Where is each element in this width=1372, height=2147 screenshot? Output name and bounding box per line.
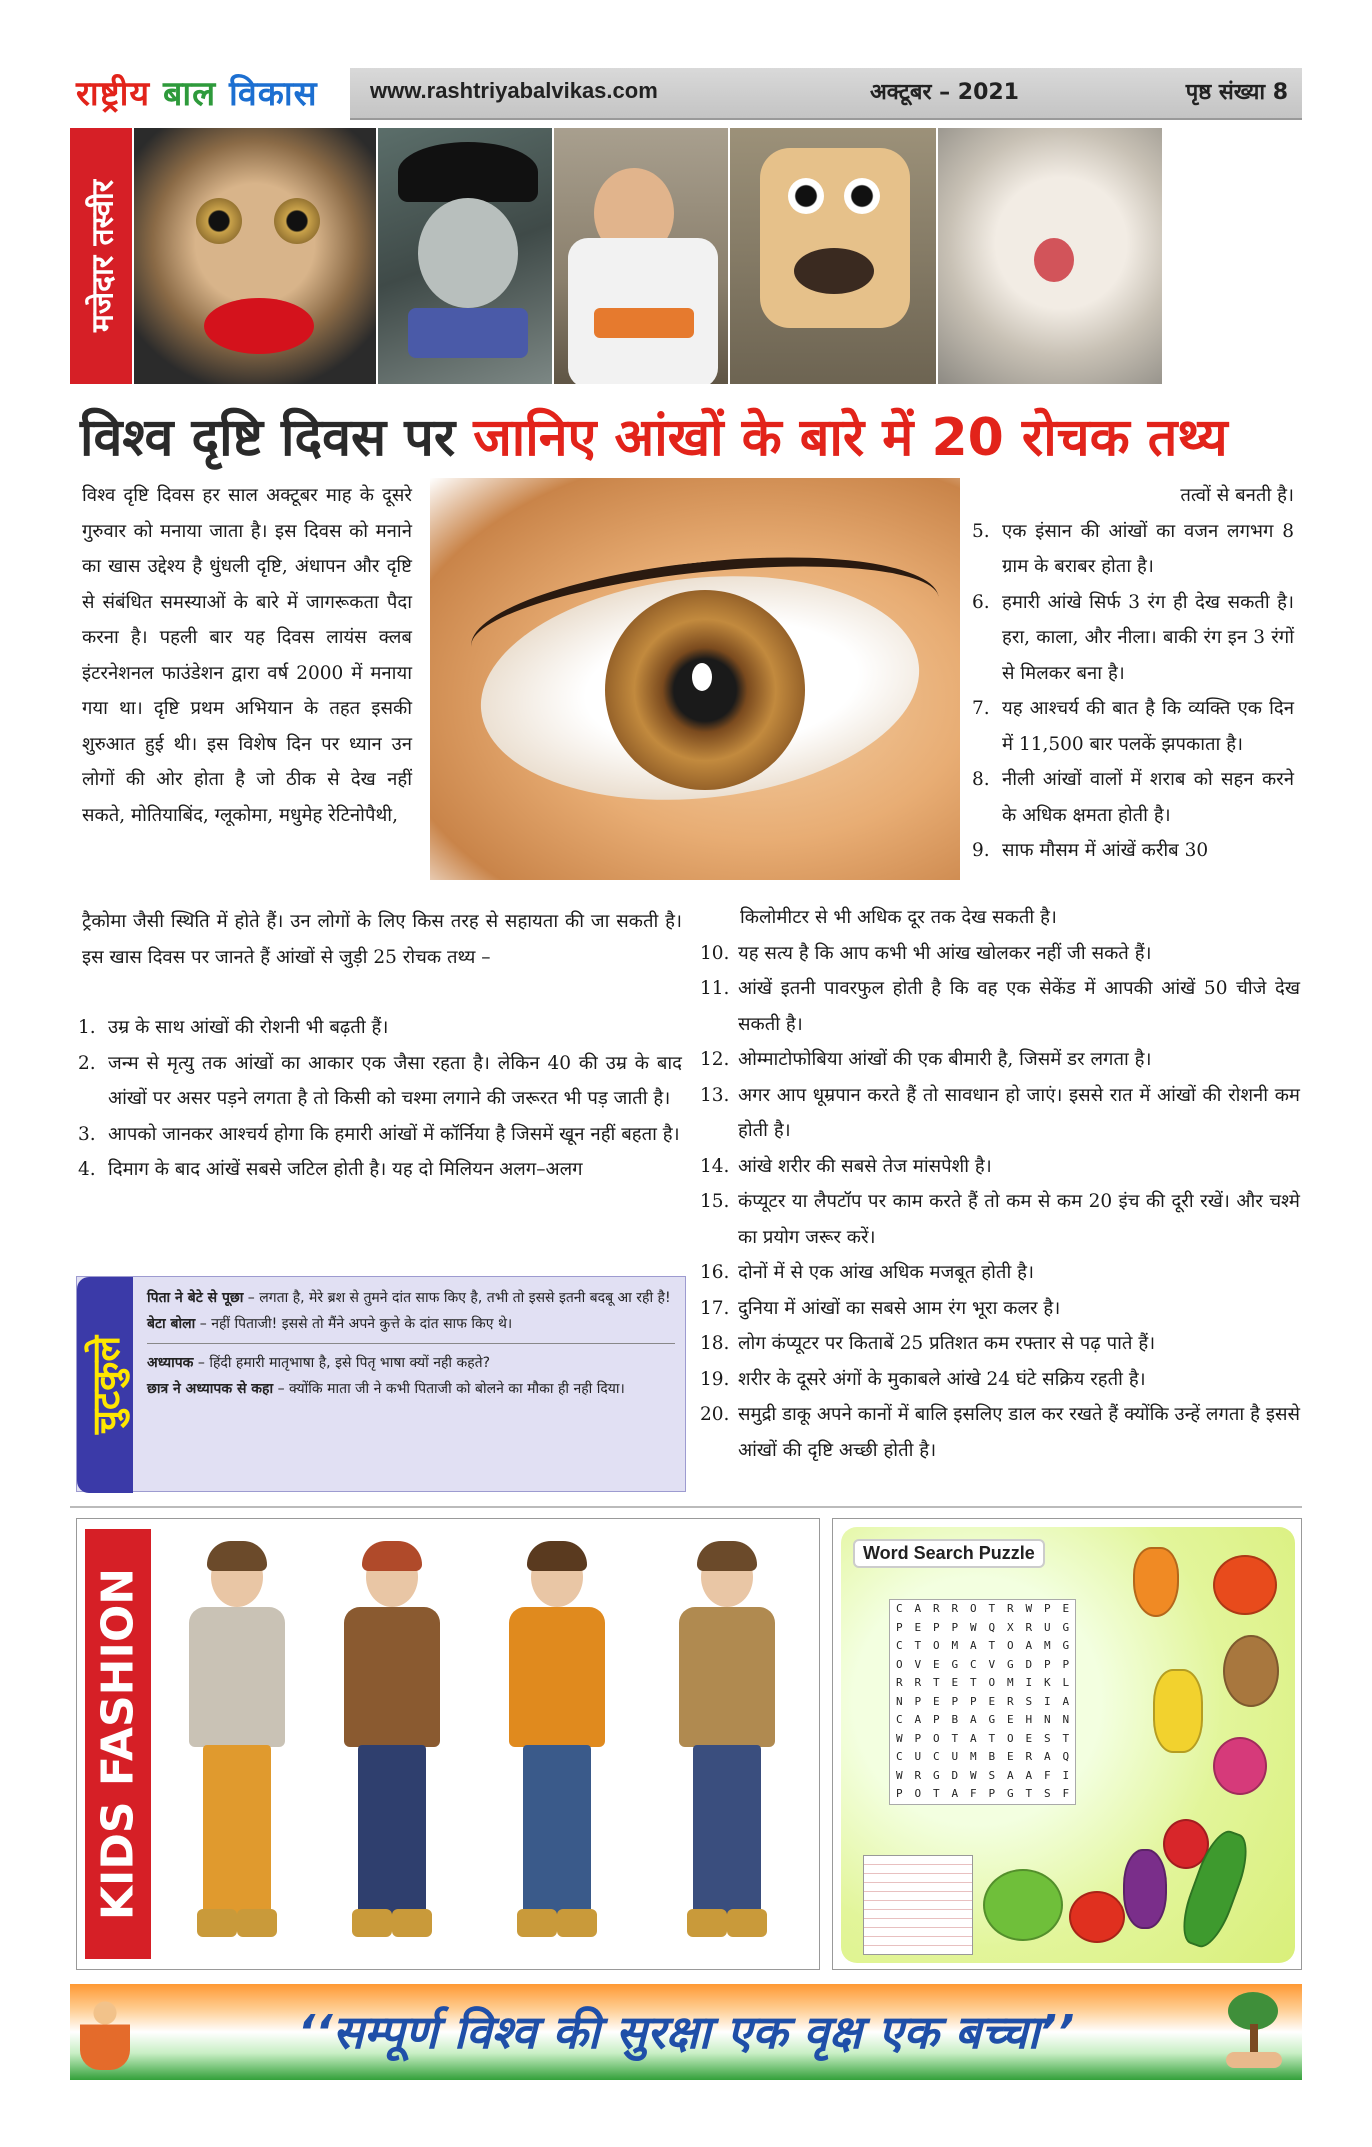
grid-cell: P [951,1694,959,1708]
grid-cell: G [1006,1787,1014,1800]
issue-date: अक्टूबर – 2021 [870,80,1019,105]
grid-cell: R [1025,1620,1033,1634]
kid-model-3 [497,1537,617,1957]
yawning-cat-photo [936,128,1162,384]
headline-part-1: विश्व दृष्टि दिवस पर [80,408,474,468]
grid-cell: A [914,1602,922,1615]
fact-4-continued: तत्वों से बनती है। [1180,485,1294,506]
grid-cell: R [895,1676,903,1689]
fact-item: 16. दोनों में से एक आंख अधिक मजबूत होती है। [700,1262,1034,1283]
grid-cell: E [932,1694,940,1708]
grid-cell: W [895,1768,903,1782]
eye-closeup-image [430,478,960,880]
grid-cell: E [932,1657,940,1671]
grid-cell: P [1043,1602,1051,1615]
bread-dog-photo [728,128,936,384]
grid-cell: U [914,1750,922,1763]
grid-cell: R [1025,1750,1033,1763]
grid-cell: E [1006,1713,1014,1726]
word-search-panel [832,1518,1302,1970]
grid-cell: G [1062,1639,1070,1652]
masthead-logo [70,68,350,120]
article-intro-continued: ट्रैकोमा जैसी स्थिति में होते हैं। उन लोगों के लिए किस तरह से सहायता की जा सकती है। इस खास दिवस पर जानते हैं आंखों से जुड़ी 25 रोचक तथ्य – [82,911,682,968]
grid-cell: N [1043,1713,1051,1726]
pirate-cat-photo [376,128,552,384]
grid-cell: A [1006,1768,1014,1782]
grid-cell: S [1025,1694,1033,1708]
fact-item: 19. शरीर के दूसरे अंगों के मुकाबले आंखे 24 घंटे सक्रिय रहती है। [700,1368,1146,1390]
grid-row [890,1711,1075,1730]
grid-cell: P [895,1620,903,1634]
grid-cell: C [895,1713,903,1726]
strip-label: मजेदार तस्वीर [70,128,132,384]
grid-cell: E [914,1620,922,1634]
kid-model-1 [177,1537,297,1957]
grid-cell: T [988,1731,996,1745]
grid-cell: P [932,1620,940,1634]
grid-cell: P [895,1787,903,1800]
grid-cell: P [914,1731,922,1745]
grid-cell: T [1025,1787,1033,1800]
joke-2-question: अध्यापक – हिंदी हमारी मातृभाषा है, इसे पितृ भाषा क्यों नही कहते? [147,1355,491,1371]
grid-row [890,1674,1075,1693]
grid-cell: C [895,1639,903,1652]
grid-cell: Q [1062,1750,1070,1763]
grid-cell: T [914,1639,922,1652]
grid-cell: C [895,1602,903,1615]
fact-9-continued: किलोमीटर से भी अधिक दूर तक देख सकती है। [740,907,1057,928]
fact-item: 4. दिमाग के बाद आंखें सबसे जटिल होती है। यह दो मिलियन अलग–अलग [78,1159,583,1180]
grid-cell: P [932,1713,940,1726]
fact-item: 1. उम्र के साथ आंखों की रोशनी भी बढ़ती हैं। [78,1017,389,1038]
grid-cell: I [1043,1694,1051,1708]
grid-cell: A [951,1787,959,1800]
grid-cell: O [895,1657,903,1671]
grid-cell: R [932,1602,940,1615]
grid-cell: A [914,1713,922,1726]
grid-cell: Q [988,1620,996,1634]
grid-row [890,1767,1075,1786]
grid-cell: S [988,1768,996,1782]
grid-cell: T [951,1731,959,1745]
grid-cell: S [1043,1731,1051,1745]
fact-item: 18. लोग कंप्यूटर पर किताबें 25 प्रतिशत कम रफ्तार से पढ़ पाते हैं। [700,1333,1156,1354]
fact-item: 9. साफ मौसम में आंखें करीब 30 [972,840,1209,861]
facts-list-left [78,1010,682,1188]
grid-cell: C [932,1750,940,1763]
kids-fashion-label: KIDS FASHION [85,1529,151,1959]
funny-photos-strip [70,128,1302,384]
jokes-box [76,1276,686,1492]
logo-part-2: बाल [162,74,230,114]
grid-cell: I [1025,1676,1033,1689]
grid-cell: W [969,1768,977,1782]
fact-item: 10. यह सत्य है कि आप कभी भी आंख खोलकर नहीं जी सकते हैं। [700,942,1152,964]
grid-cell: A [969,1639,977,1652]
grid-cell: O [932,1731,940,1745]
puzzle-answer-key [863,1855,973,1955]
fact-item: 17. दुनिया में आंखों का सबसे आम रंग भूरा कलर है। [700,1297,1061,1319]
grid-cell: E [1025,1731,1033,1745]
fact-item: 7. यह आश्चर्य की बात है कि व्यक्ति एक दिन में 11,500 बार पलकें झपकाता है। [972,698,1294,755]
grid-cell: N [1062,1713,1070,1726]
grid-cell: O [988,1676,996,1689]
grid-cell: A [1025,1768,1033,1782]
potato-icon [1223,1635,1279,1707]
grid-cell: W [1025,1602,1033,1615]
tree-in-hand-icon [1218,1992,1288,2072]
grid-cell: R [1006,1694,1014,1708]
fact-item: 3. आपको जानकर आश्चर्य होगा कि हमारी आंखों में कॉर्निया है जिसमें खून नहीं बहता है। [78,1123,680,1145]
footer-banner [70,1984,1302,2080]
grid-cell: R [951,1602,959,1615]
grid-cell: R [914,1768,922,1782]
fact-item: 20. समुद्री डाकू अपने कानों में बालि इसलिए डाल कर रखते हैं क्योंकि उन्हें लगता है इससे आंखों की दृष्टि अच्छी होती है। [700,1404,1300,1461]
grid-cell: V [914,1657,922,1671]
monkey-photo [132,128,376,384]
eye-glint [692,663,712,691]
jokes-divider [147,1343,675,1344]
grid-cell: D [951,1768,959,1782]
grid-cell: A [969,1713,977,1726]
logo-part-1: राष्ट्रीय [76,74,163,114]
grid-cell: E [988,1694,996,1708]
grid-cell: C [895,1750,903,1763]
grid-cell: O [969,1602,977,1615]
puzzle-title: Word Search Puzzle [853,1539,1045,1568]
grid-cell: G [1006,1657,1014,1671]
grid-cell: F [969,1787,977,1800]
section-divider [70,1506,1302,1508]
grid-cell: F [1062,1787,1070,1800]
footer-slogan: ‘‘सम्पूर्ण विश्व की सुरक्षा एक वृक्ष एक बच्चा’’ [297,2005,1075,2059]
joke-2-answer: छात्र ने अध्यापक से कहा – क्योंकि माता जी ने कभी पिताजी को बोलने का मौका ही नही दिया। [147,1381,625,1397]
fact-item: 2. जन्म से मृत्यु तक आंखों का आकार एक जैसा रहता है। लेकिन 40 की उम्र के बाद आंखों पर असर पड़ने लगता है तो किसी को चश्मा लगाने की जरूरत भी पड़ जाती है। [78,1052,682,1109]
grid-row [890,1600,1075,1619]
fact-item: 13. अगर आप धूम्रपान करते हैं तो सावधान हो जाएं। इससे रात में आंखों की रोशनी कम होती है। [700,1084,1300,1141]
grid-cell: F [1043,1768,1051,1782]
grid-cell: H [1025,1713,1033,1726]
tomato-icon [1069,1891,1125,1943]
grid-cell: A [1062,1694,1070,1708]
facts-list-right [700,900,1300,1468]
fact-item: 14. आंखे शरीर की सबसे तेज मांसपेशी है। [700,1155,992,1177]
boy-in-bag-photo [552,128,728,384]
logo-part-3: विकास [229,74,318,114]
article-headline [80,404,1300,472]
grid-cell: T [1062,1731,1070,1745]
grid-cell: R [914,1676,922,1689]
kids-fashion-panel [76,1518,820,1970]
grid-row [890,1693,1075,1712]
fact-item: 8. नीली आंखों वालों में शराब को सहन करने के अधिक क्षमता होती है। [972,769,1294,826]
grid-cell: T [988,1602,996,1615]
grid-cell: O [1006,1731,1014,1745]
grid-cell: M [951,1639,959,1652]
grid-cell: E [951,1676,959,1689]
fact-item: 11. आंखें इतनी पावरफुल होती है कि वह एक सेकेंड में आपकी आंखें 50 चीजे देख सकती है। [700,978,1300,1035]
page-number: पृष्ठ संख्या 8 [1185,80,1288,105]
pumpkin-icon [1213,1555,1277,1615]
grid-cell: X [1006,1620,1014,1634]
grid-cell: G [932,1768,940,1782]
grid-cell: O [932,1639,940,1652]
cabbage-icon [983,1869,1063,1941]
grid-cell: E [1062,1602,1070,1615]
joke-1-answer: बेटा बोला – नहीं पिताजी! इससे तो मैंने अपने कुत्ते के दांत साफ किए थे। [147,1316,513,1332]
grid-cell: P [1043,1657,1051,1671]
joke-1-question: पिता ने बेटे से पूछा – लगता है, मेरे ब्रश से तुमने दांत साफ किए है, तभी तो इससे इतनी बदबू आ रही है! [147,1290,671,1306]
fact-item: 12. ओम्माटोफोबिया आंखों की एक बीमारी है, जिसमें डर लगता है। [700,1049,1152,1070]
grid-cell: G [988,1713,996,1726]
grid-cell: G [951,1657,959,1671]
grid-cell: E [1006,1750,1014,1763]
grid-row [890,1730,1075,1749]
grid-cell: T [969,1676,977,1689]
grid-cell: T [932,1787,940,1800]
eggplant-icon [1123,1849,1167,1929]
grid-row [890,1619,1075,1638]
grid-cell: B [951,1713,959,1726]
grid-cell: C [969,1657,977,1671]
grid-cell: A [969,1731,977,1745]
grid-cell: L [1062,1676,1070,1689]
facts-list-right-top [972,478,1294,869]
grid-cell: G [1062,1620,1070,1634]
grid-row [890,1785,1075,1804]
grid-cell: T [932,1676,940,1689]
grid-cell: P [914,1694,922,1708]
jokes-text [147,1285,675,1402]
grid-cell: O [1006,1639,1014,1652]
fact-item: 15. कंप्यूटर या लैपटॉप पर काम करते हैं तो कम से कम 20 इंच की दूरी रखें। और चश्मे का प्रयोग जरूर करें। [700,1191,1300,1248]
kid-model-2 [332,1537,452,1957]
headline-part-2: जानिए आंखों के बारे में 20 रोचक तथ्य [473,408,1228,468]
fact-item: 5. एक इंसान की आंखों का वजन लगभग 8 ग्राम के बराबर होता है। [972,520,1294,577]
article-intro: विश्व दृष्टि दिवस हर साल अक्टूबर माह के दूसरे गुरुवार को मनाया जाता है। इस दिवस को मनाने का खास उद्देश्य है धुंधली दृष्टि, अंधापन और दृष्टि से संबंधित समस्याओं के बारे में जागरूकता पैदा करना है। पहली बार यह दिवस लायंस क्लब इंटरनेशनल फाउंडेशन द्वारा वर्ष 2000 में मनाया गया था। दृष्टि प्रथम अभियान के तहत इसकी शुरुआत हुई थी। इस विशेष दिन पर ध्यान उन लोगों की ओर होता है जो ठीक से देख नहीं सकते, मोतियाबिंद, ग्लूकोमा, मधुमेह रेटिनोपैथी, [82,485,412,826]
jokes-label: चुटकुले [77,1277,133,1493]
grid-cell: U [951,1750,959,1763]
grid-cell: O [914,1787,922,1800]
fact-item: 6. हमारी आंखे सिर्फ 3 रंग ही देख सकती है। हरा, काला, और नीला। बाकी रंग इन 3 रंगों से मिलकर बना है। [972,591,1294,684]
grid-cell: P [951,1620,959,1634]
grid-row [890,1637,1075,1656]
grid-cell: M [1043,1639,1051,1652]
grid-cell: W [895,1731,903,1745]
grid-cell: I [1062,1768,1070,1782]
carrot-icon [1133,1547,1179,1617]
grid-row [890,1748,1075,1767]
grid-cell: T [988,1639,996,1652]
grid-cell: M [969,1750,977,1763]
grid-cell: S [1043,1787,1051,1800]
website-url[interactable]: www.rashtriyabalvikas.com [370,78,658,103]
grid-cell: M [1006,1676,1014,1689]
grid-cell: B [988,1750,996,1763]
grid-cell: D [1025,1657,1033,1671]
grid-cell: P [1062,1657,1070,1671]
grid-cell: K [1043,1676,1051,1689]
grid-cell: N [895,1694,903,1708]
page-header [70,68,1302,120]
radish-icon [1213,1737,1267,1795]
grid-cell: U [1043,1620,1051,1634]
grid-cell: P [988,1787,996,1800]
grid-cell: R [1006,1602,1014,1615]
corn-icon [1153,1669,1203,1753]
kid-model-4 [667,1537,787,1957]
grid-cell: V [988,1657,996,1671]
grid-cell: A [1043,1750,1051,1763]
grid-row [890,1656,1075,1675]
grid-cell: P [969,1694,977,1708]
word-search-grid [889,1599,1076,1805]
grid-cell: A [1025,1639,1033,1652]
grid-cell: W [969,1620,977,1634]
